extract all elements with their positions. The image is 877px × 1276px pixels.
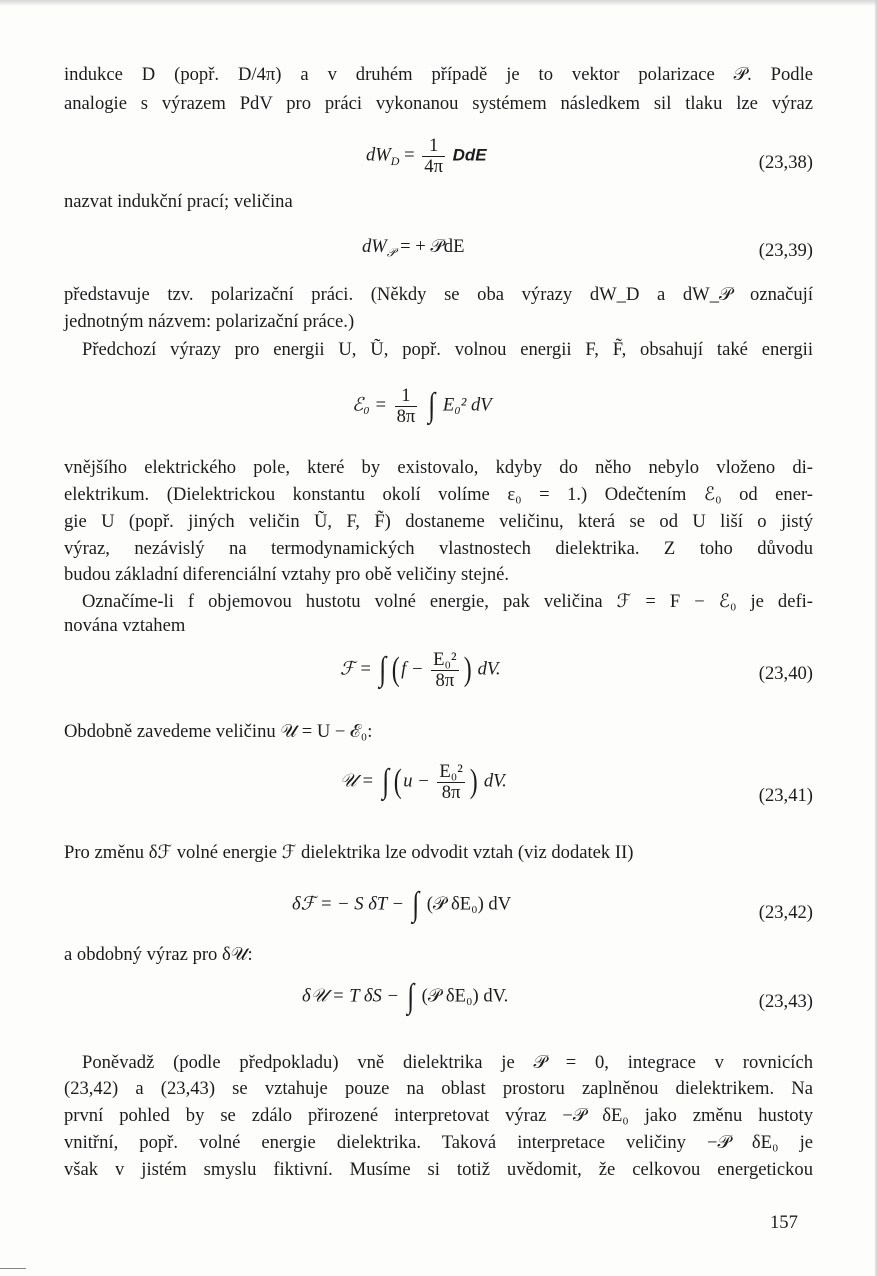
eq-integrand: (𝒫 δE₀) dV. — [421, 985, 509, 1007]
text-line: a obdobný výraz pro δ𝒰: — [64, 944, 253, 965]
scan-edge-top — [0, 0, 877, 6]
text-line: Poněvadž (podle předpokladu) vně dielektrika je 𝒫 = 0, integrace v rovnicích — [82, 1052, 813, 1073]
text-line: však v jistém smyslu fiktivní. Musíme si totiž uvědomit, že celkovou energetickou — [64, 1159, 813, 1180]
fraction-numerator: E₀² — [433, 649, 457, 670]
eq-integrand: E₀² dV — [442, 394, 492, 416]
equation-field-energy — [352, 386, 492, 426]
integral-sign: ∫ — [411, 886, 419, 923]
fraction-numerator: 1 — [395, 386, 418, 407]
fraction — [395, 386, 418, 426]
eq-subscript: 𝒫 — [386, 245, 396, 260]
left-paren: ( — [393, 763, 402, 801]
left-paren: ( — [391, 651, 400, 689]
scan-margin-mark — [0, 1268, 26, 1269]
text-line: vnějšího elektrického pole, které by existovalo, kdyby do něho nebylo vloženo di- — [64, 457, 813, 478]
eq-tail: dV. — [477, 658, 501, 680]
fraction-denominator: 4π — [424, 155, 443, 177]
eq-lhs: ℱ = — [340, 658, 372, 680]
text-line: vnitřní, popř. volné energie dielektrika. Taková interpretace veličiny −𝒫 δE₀ je — [64, 1132, 813, 1153]
text-line: elektrikum. (Dielektrickou konstantu okolí volíme ε₀ = 1.) Odečtením ℰ₀ od ener- — [64, 484, 813, 505]
text-line: Obdobně zavedeme veličinu 𝒰 = U − ℰ₀: — [64, 721, 373, 742]
eq-tail: dV. — [483, 770, 507, 792]
text-line: první pohled by se zdálo přirozené interpretovat výraz −𝒫 δE₀ jako změnu hustoty — [64, 1105, 813, 1126]
text-line: nazvat indukční prací; veličina — [64, 191, 293, 212]
eq-lhs: dW — [366, 144, 391, 166]
equation-number: (23,41) — [758, 785, 813, 806]
text-line: Předchozí výrazy pro energii U, Ũ, popř. volnou energii F, F̃, obsahují také energii — [82, 339, 813, 360]
fraction — [437, 762, 464, 802]
equation-number: (23,42) — [758, 902, 813, 923]
equation-23-41 — [340, 762, 507, 802]
eq-equals: = — [404, 144, 415, 166]
integral-sign: ∫ — [428, 387, 436, 425]
eq-subscript: D — [390, 154, 400, 168]
equation-23-38 — [366, 136, 487, 176]
eq-inner: u − — [403, 770, 430, 792]
eq-lhs: ℰ₀ = — [352, 394, 387, 416]
equation-number: (23,39) — [758, 240, 813, 261]
page-number: 157 — [770, 1212, 798, 1233]
right-paren: ) — [469, 763, 478, 801]
text-line: nována vztahem — [64, 615, 186, 636]
equation-number: (23,38) — [758, 152, 813, 173]
text-line: výraz, nezávislý na termodynamických vlastnostech dielektrika. Z toho důvodu — [64, 538, 813, 559]
fraction — [431, 650, 458, 690]
fraction-numerator: 1 — [422, 136, 445, 157]
text-line: (23,42) a (23,43) se vztahuje pouze na oblast prostoru zaplněnou dielektrikem. Na — [64, 1078, 813, 1099]
text-line: Pro změnu δℱ volné energie ℱ dielektrika lze odvodit vztah (viz dodatek II) — [64, 842, 634, 863]
equation-number: (23,40) — [758, 663, 813, 684]
eq-lhs: δℱ = − S δT − — [292, 893, 405, 915]
fraction-denominator: 8π — [396, 405, 416, 427]
equation-23-40 — [340, 650, 500, 690]
equation-23-43 — [302, 980, 508, 1014]
text-line: budou základní diferenciální vztahy pro obě veličiny stejné. — [64, 564, 510, 585]
eq-lhs: 𝒰 = — [340, 770, 374, 792]
equation-23-42 — [292, 888, 511, 922]
text-line: gie U (popř. jiných veličin Ũ, F, F̃) dostaneme veličinu, která se od U liší o jistý — [64, 511, 813, 532]
eq-integrand: (𝒫 δE₀) dV — [426, 893, 512, 915]
right-paren: ) — [463, 651, 472, 689]
fraction-numerator: E₀² — [439, 761, 463, 782]
eq-rhs: DdE — [452, 145, 487, 165]
text-line: Označíme-li f objemovou hustotu volné energie, pak veličina ℱ = F − ℰ₀ je defi- — [82, 591, 813, 612]
text-line: indukce D (popř. D/4π) a v druhém případě je to vektor polarizace 𝒫. Podle — [64, 64, 813, 85]
equation-23-39 — [362, 236, 464, 264]
equation-number: (23,43) — [758, 991, 813, 1012]
eq-rhs: = + 𝒫dE — [400, 236, 465, 257]
eq-inner: f − — [401, 658, 424, 680]
fraction-denominator: 8π — [435, 669, 455, 691]
integral-sign: ∫ — [379, 651, 387, 689]
text-line: představuje tzv. polarizační práci. (Někdy se oba výrazy dW_D a dW_𝒫 označují — [64, 284, 813, 305]
eq-lhs: δ𝒰 = T δS − — [302, 985, 400, 1007]
eq-lhs: dW — [362, 236, 387, 257]
fraction-denominator: 8π — [441, 781, 461, 803]
text-line: jednotným názvem: polarizační práce.) — [64, 311, 355, 332]
integral-sign: ∫ — [381, 763, 389, 801]
text-line: analogie s výrazem PdV pro práci vykonanou systémem následkem sil tlaku lze výraz — [64, 93, 813, 114]
fraction — [422, 136, 445, 176]
integral-sign: ∫ — [406, 978, 414, 1015]
